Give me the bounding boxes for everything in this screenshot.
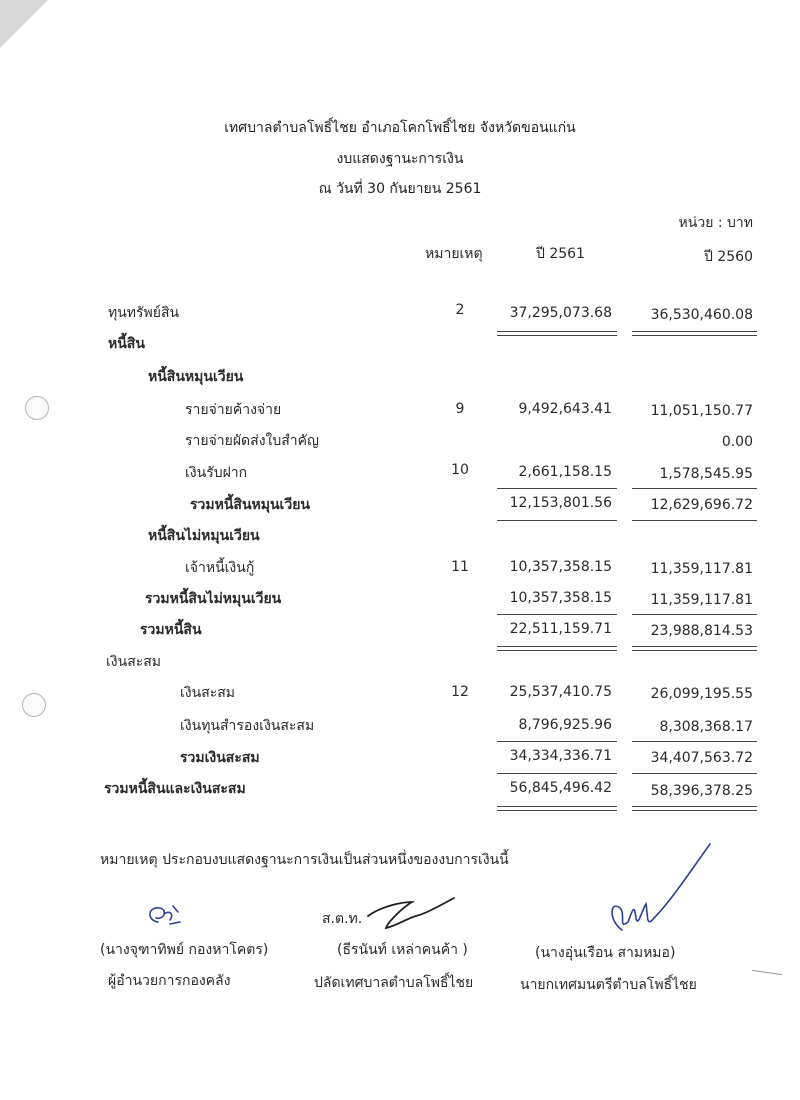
double-rule	[497, 806, 617, 811]
heading-current-liabilities: หนี้สินหมุนเวียน	[148, 369, 244, 385]
subtotal-rule	[497, 488, 617, 489]
subtotal-rule	[632, 488, 757, 489]
signatory-title-finance-director: ผู้อำนวยการกองคลัง	[108, 973, 231, 989]
value-loan-creditors-2560: 11,359,117.81	[650, 561, 753, 577]
signatory-title-municipal-clerk: ปลัดเทศบาลตำบลโพธิ์ไชย	[314, 975, 474, 991]
value-unpaid-vouchers-2560: 0.00	[721, 434, 753, 450]
signature-mark-mayor	[590, 838, 715, 943]
heading-noncurrent-liabilities: หนี้สินไม่หมุนเวียน	[148, 528, 260, 544]
value-total-liabilities-and-reserves-2561: 56,845,496.42	[509, 780, 612, 796]
corner-fold	[0, 0, 48, 48]
double-rule	[497, 646, 617, 651]
value-total-noncurrent-liabilities-2561: 10,357,358.15	[509, 590, 612, 606]
row-label-accrued-expenses: รายจ่ายค้างจ่าย	[185, 402, 282, 418]
subtotal-rule	[497, 614, 617, 615]
row-label-total-liabilities: รวมหนี้สิน	[140, 622, 202, 638]
unit-label: หน่วย : บาท	[678, 215, 753, 231]
signatory-title-mayor: นายกเทศมนตรีตำบลโพธิ์ไชย	[520, 977, 697, 993]
signatory-name-mayor: (นางอุ่นเรือน สามหมอ)	[535, 945, 676, 961]
row-note-loan-creditors: 11	[451, 559, 469, 575]
row-note-reserves: 12	[451, 684, 469, 700]
column-header-note: หมายเหตุ	[425, 246, 483, 262]
signatory-name-municipal-clerk: (ธีรนันท์ เหล่าคนค้า )	[337, 942, 468, 958]
value-accrued-expenses-2561: 9,492,643.41	[518, 401, 612, 417]
column-header-2560: ปี 2560	[704, 249, 753, 265]
value-total-current-liabilities-2561: 12,153,801.56	[509, 495, 612, 511]
value-loan-creditors-2561: 10,357,358.15	[509, 559, 612, 575]
row-label-reserve-fund: เงินทุนสำรองเงินสะสม	[180, 718, 315, 734]
row-label-deposits-received: เงินรับฝาก	[185, 465, 248, 481]
value-assets-2561: 37,295,073.68	[509, 305, 612, 321]
total-rule	[497, 520, 617, 521]
value-total-reserves-2560: 34,407,563.72	[650, 750, 753, 766]
signature-mark-finance-director	[140, 900, 190, 932]
value-deposits-received-2561: 2,661,158.15	[518, 464, 612, 480]
statement-title: งบแสดงฐานะการเงิน	[336, 151, 464, 167]
signatory-prefix: ส.ต.ท.	[322, 911, 363, 927]
value-total-liabilities-2560: 23,988,814.53	[650, 623, 753, 639]
value-total-liabilities-2561: 22,511,159.71	[509, 621, 612, 637]
heading-liabilities: หนี้สิน	[108, 336, 145, 352]
footnote: หมายเหตุ ประกอบงบแสดงฐานะการเงินเป็นส่วนหนึ่งของงบการเงินนี้	[100, 852, 509, 868]
row-label-reserves: เงินสะสม	[180, 685, 236, 701]
value-deposits-received-2560: 1,578,545.95	[659, 466, 753, 482]
row-note-assets: 2	[455, 302, 465, 318]
organization-line: เทศบาลตำบลโพธิ์ไชย อำเภอโคกโพธิ์ไชย จังหวัดขอนแก่น	[224, 120, 576, 136]
heading-reserves: เงินสะสม	[106, 654, 162, 670]
double-rule	[497, 331, 617, 336]
punch-hole-bottom	[22, 693, 46, 717]
subtotal-rule	[497, 773, 617, 774]
row-label-loan-creditors: เจ้าหนี้เงินกู้	[185, 560, 255, 576]
value-reserve-fund-2560: 8,308,368.17	[659, 719, 753, 735]
double-rule	[632, 646, 757, 651]
scan-edge-mark	[752, 970, 782, 975]
row-note-accrued-expenses: 9	[455, 401, 465, 417]
value-assets-2560: 36,530,460.08	[650, 307, 753, 323]
total-rule	[632, 520, 757, 521]
value-reserves-2560: 26,099,195.55	[650, 686, 753, 702]
row-label-assets: ทุนทรัพย์สิน	[108, 305, 180, 321]
value-reserve-fund-2561: 8,796,925.96	[518, 717, 612, 733]
subtotal-rule	[632, 741, 757, 742]
row-label-unpaid-vouchers: รายจ่ายผัดส่งใบสำคัญ	[185, 433, 319, 449]
column-header-2561: ปี 2561	[536, 246, 585, 262]
value-total-liabilities-and-reserves-2560: 58,396,378.25	[650, 783, 753, 799]
value-accrued-expenses-2560: 11,051,150.77	[650, 403, 753, 419]
punch-hole-top	[25, 396, 49, 420]
value-reserves-2561: 25,537,410.75	[509, 684, 612, 700]
double-rule	[632, 331, 757, 336]
signature-mark-municipal-clerk	[362, 888, 462, 938]
value-total-current-liabilities-2560: 12,629,696.72	[650, 497, 753, 513]
as-of-date: ณ วันที่ 30 กันยายน 2561	[318, 181, 482, 197]
row-label-total-current-liabilities: รวมหนี้สินหมุนเวียน	[190, 497, 310, 513]
row-note-deposits-received: 10	[451, 462, 469, 478]
subtotal-rule	[632, 614, 757, 615]
row-label-total-liabilities-and-reserves: รวมหนี้สินและเงินสะสม	[104, 781, 246, 797]
row-label-total-noncurrent-liabilities: รวมหนี้สินไม่หมุนเวียน	[145, 591, 282, 607]
signatory-name-finance-director: (นางจุฑาทิพย์ กองหาโคตร)	[100, 942, 269, 958]
row-label-total-reserves: รวมเงินสะสม	[180, 750, 260, 766]
value-total-noncurrent-liabilities-2560: 11,359,117.81	[650, 592, 753, 608]
value-total-reserves-2561: 34,334,336.71	[509, 748, 612, 764]
subtotal-rule	[497, 741, 617, 742]
double-rule	[632, 806, 757, 811]
subtotal-rule	[632, 773, 757, 774]
